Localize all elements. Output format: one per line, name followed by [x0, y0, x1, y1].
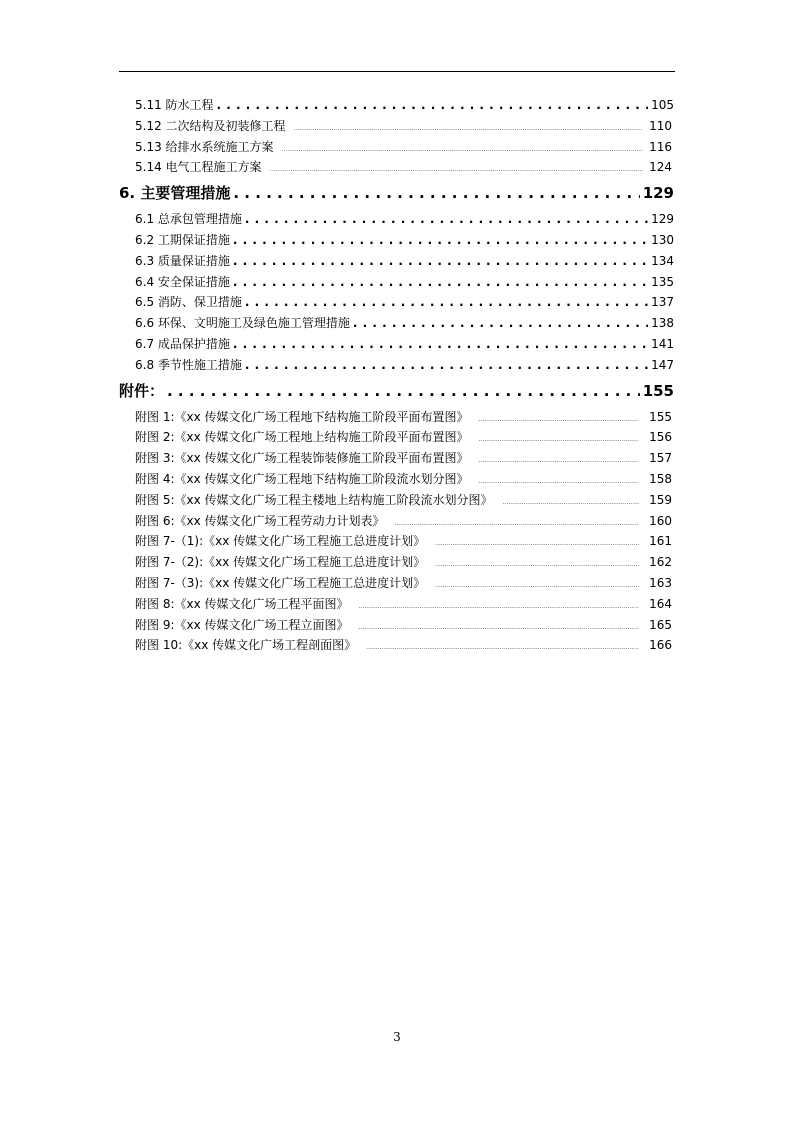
dot-leader [359, 624, 640, 631]
toc-entry-label: 附图 2:《xx 传媒文化广场工程地上结构施工阶段平面布置图》 [135, 430, 469, 445]
toc-entry-label: 附图 7-（1):《xx 传媒文化广场工程施工总进度计划》 [135, 534, 426, 549]
toc-appendix-entry-4[interactable] [135, 470, 672, 491]
toc-heading-label: 附件： [119, 381, 165, 400]
toc-entry-label: 5.11 防水工程 [135, 98, 214, 112]
toc-entry-page: 166 [649, 638, 672, 653]
dot-leader [245, 212, 648, 226]
toc-appendix-entry-2[interactable] [135, 428, 672, 449]
toc-appendix-entry-6[interactable] [135, 512, 672, 533]
toc-entry-label: 6.3 质量保证措施 [135, 253, 230, 268]
toc-entry-6-5[interactable] [135, 293, 674, 314]
toc-entry-page: 165 [649, 617, 672, 632]
toc-entry-page: 105 [651, 98, 674, 112]
toc-heading-page: 129 [642, 184, 674, 203]
dot-leader [503, 499, 640, 506]
toc-entry-label: 附图 5:《xx 传媒文化广场工程主楼地上结构施工阶段流水划分图》 [135, 492, 493, 507]
toc-entry-6-6[interactable] [135, 314, 674, 335]
toc-appendix-entry-3[interactable] [135, 449, 672, 470]
toc-heading-section-6[interactable] [119, 179, 674, 210]
toc-entry-page: 130 [651, 232, 674, 247]
toc-entry-label: 附图 8:《xx 传媒文化广场工程平面图》 [135, 596, 349, 611]
toc-entry-label: 6.2 工期保证措施 [135, 232, 230, 247]
dot-leader [233, 275, 648, 289]
toc-entry-label: 附图 1:《xx 传媒文化广场工程地下结构施工阶段平面布置图》 [135, 409, 469, 424]
dot-leader [233, 233, 648, 247]
dot-leader [245, 358, 648, 372]
dot-leader [282, 146, 644, 153]
dot-leader [233, 254, 648, 268]
toc-heading-label: 6. 主要管理措施 [119, 184, 231, 203]
dot-leader [245, 295, 648, 309]
toc-entry-6-1[interactable] [135, 210, 674, 231]
dot-leader [353, 316, 648, 330]
toc-entry-6-8[interactable] [135, 356, 674, 377]
toc-entry-page: 110 [649, 118, 672, 133]
toc-entry-page: 164 [649, 596, 672, 611]
toc-entry-page: 163 [649, 575, 672, 590]
toc-appendix-entry-7-3[interactable] [135, 574, 672, 595]
dot-leader [435, 582, 639, 589]
toc-entry-label: 5.14 电气工程施工方案 [135, 160, 262, 175]
toc-entry-page: 159 [649, 492, 672, 507]
dot-leader [479, 478, 640, 485]
toc-appendix-entry-7-1[interactable] [135, 532, 672, 553]
toc-entry-page: 155 [649, 409, 672, 424]
toc-entry-page: 156 [649, 430, 672, 445]
toc-heading-page: 155 [642, 381, 674, 400]
toc-entry-5-12[interactable] [135, 117, 672, 138]
dot-leader [366, 644, 639, 651]
dot-leader [359, 603, 640, 610]
dot-leader [294, 125, 644, 132]
dot-leader [233, 337, 648, 351]
toc-entry-page: 147 [651, 357, 674, 372]
toc-entry-6-3[interactable] [135, 252, 674, 273]
toc-appendix-entry-5[interactable] [135, 491, 672, 512]
toc-entry-label: 附图 6:《xx 传媒文化广场工程劳动力计划表》 [135, 513, 385, 528]
toc-heading-appendix[interactable] [119, 377, 674, 408]
toc-entry-5-14[interactable] [135, 158, 672, 179]
toc-appendix-entry-7-2[interactable] [135, 553, 672, 574]
toc-entry-5-13[interactable] [135, 138, 672, 159]
toc-entry-page: 138 [651, 316, 674, 331]
toc-entry-label: 5.12 二次结构及初装修工程 [135, 118, 286, 133]
toc-entry-label: 6.7 成品保护措施 [135, 336, 230, 351]
toc-entry-label: 附图 9:《xx 传媒文化广场工程立面图》 [135, 617, 349, 632]
toc-entry-page: 134 [651, 253, 674, 268]
dot-leader [479, 416, 640, 423]
toc-entry-page: 135 [651, 274, 674, 289]
toc-entry-page: 116 [649, 139, 672, 154]
toc-entry-label: 6.6 环保、文明施工及绿色施工管理措施 [135, 316, 350, 331]
toc-entry-page: 158 [649, 471, 672, 486]
dot-leader [167, 382, 640, 400]
toc-entry-label: 附图 10:《xx 传媒文化广场工程剖面图》 [135, 638, 357, 653]
toc-entry-label: 附图 7-（2):《xx 传媒文化广场工程施工总进度计划》 [135, 555, 426, 570]
dot-leader [435, 561, 639, 568]
dot-leader [395, 520, 640, 527]
header-rule [119, 71, 675, 72]
toc-appendix-entry-1[interactable] [135, 408, 672, 429]
toc-entry-6-4[interactable] [135, 273, 674, 294]
toc-entry-page: 129 [651, 212, 674, 227]
toc-appendix-entry-10[interactable] [135, 636, 672, 657]
dot-leader [479, 457, 640, 464]
toc-entry-label: 5.13 给排水系统施工方案 [135, 139, 274, 154]
toc-entry-page: 161 [649, 534, 672, 549]
toc-entry-page: 141 [651, 336, 674, 351]
dot-leader [479, 436, 640, 443]
toc-appendix-entry-8[interactable] [135, 595, 672, 616]
table-of-contents [0, 96, 794, 657]
page-number: 3 [393, 1030, 401, 1044]
toc-appendix-entry-9[interactable] [135, 616, 672, 637]
toc-entry-label: 附图 4:《xx 传媒文化广场工程地下结构施工阶段流水划分图》 [135, 471, 469, 486]
toc-entry-page: 160 [649, 513, 672, 528]
toc-entry-6-7[interactable] [135, 335, 674, 356]
toc-entry-5-11[interactable] [135, 96, 674, 117]
toc-entry-label: 6.1 总承包管理措施 [135, 212, 242, 227]
toc-entry-label: 6.4 安全保证措施 [135, 274, 230, 289]
dot-leader [217, 98, 649, 112]
toc-entry-page: 137 [651, 295, 674, 310]
dot-leader [270, 166, 644, 173]
toc-entry-page: 162 [649, 555, 672, 570]
toc-entry-page: 157 [649, 451, 672, 466]
toc-entry-label: 附图 7-（3):《xx 传媒文化广场工程施工总进度计划》 [135, 575, 426, 590]
toc-entry-label: 6.5 消防、保卫措施 [135, 295, 242, 310]
toc-entry-6-2[interactable] [135, 231, 674, 252]
dot-leader [435, 540, 639, 547]
toc-entry-label: 6.8 季节性施工措施 [135, 357, 242, 372]
dot-leader [233, 184, 639, 202]
toc-entry-label: 附图 3:《xx 传媒文化广场工程装饰装修施工阶段平面布置图》 [135, 451, 469, 466]
toc-entry-page: 124 [649, 160, 672, 175]
